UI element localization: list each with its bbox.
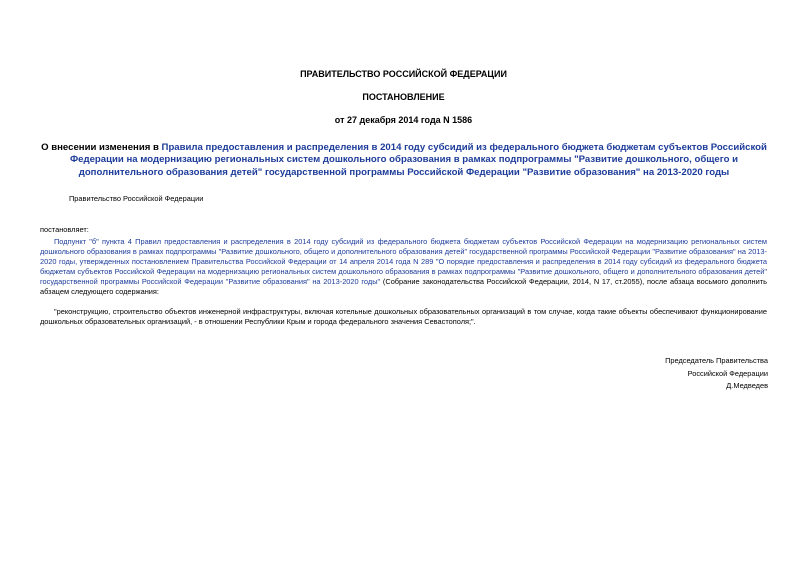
decrees-line: постановляет:	[40, 225, 89, 234]
signature-block	[665, 355, 768, 393]
date-and-number: от 27 декабря 2014 года N 1586	[334, 115, 473, 125]
issuing-authority: ПРАВИТЕЛЬСТВО РОССИЙСКОЙ ФЕДЕРАЦИИ	[300, 69, 507, 79]
signature-position-org: Российской Федерации	[687, 368, 768, 378]
title-rules-link[interactable]: Правила предоставления и распределения в 2014 году субсидий из федерального бюджета бюджетам субъектов Российской Федерации на модернизацию региональных систем дошкольного образования в рамках подпрограммы "Развитие дошкольного, общего и дополнительного образования детей" государственной программы Российской Федерации "Развитие образования" на 2013-2020 годы	[69, 142, 767, 178]
title-prefix: О внесении изменения в	[41, 142, 162, 153]
signature-name: Д.Медведев	[726, 381, 768, 390]
government-line: Правительство Российской Федерации	[69, 194, 204, 203]
signature-position: Председатель Правительства	[665, 356, 768, 365]
document-type: ПОСТАНОВЛЕНИЕ	[362, 92, 445, 102]
subclause-link[interactable]: Подпункт "б" пункта 4 Правил предоставления и распределения в 2014 году субсидий из федерального бюджета бюджетам субъектов Российской Федерации на модернизацию региональных систем дошкольного образования в рамках подпрограммы "Развитие дошкольного, общего и дополнительного образования детей" государственной программы Российской Федерации "Развитие образования" на 2013-2020 годы, утвержденных постановлением Правительства Российской Федерации от 14 апреля 2014 года N 289 "О порядке предоставления и распределения в 2014 году субсидий из федерального бюджета бюджетам субъектов Российской Федерации на модернизацию региональных систем дошкольного образования в рамках подпрограммы "Развитие дошкольного, общего и дополнительного образования детей" государственной программы Российской Федерации "Развитие образования" на 2013-2020 годы"	[40, 237, 767, 286]
amendment-paragraph	[40, 237, 767, 297]
added-paragraph-quote: "реконструкцию, строительство объектов инженерной инфраструктуры, включая котельные дошкольных образовательных организаций в том случае, когда такие объекты обеспечивают функционирование дошкольных образовательных организаций, - в отношении Республики Крым и города федерального значения Севастополя;".	[40, 307, 767, 327]
document-title	[40, 142, 768, 179]
amendment-text: (Собрание законодательства Российской Федерации, 2014, N 17, ст.2055), после абзаца восьмого дополнить абзацем следующего содержания:	[40, 277, 768, 296]
